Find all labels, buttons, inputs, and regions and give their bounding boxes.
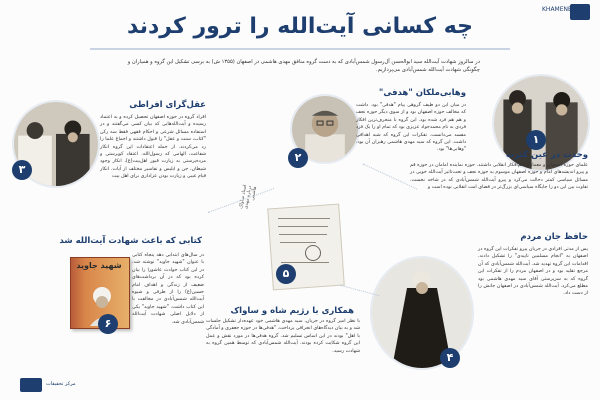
section-2-number: ۲ [288, 148, 308, 168]
doc-stamp [305, 245, 321, 261]
section-5-number: ۵ [276, 264, 296, 284]
section-4-title: حافظ جان مردم [520, 232, 588, 242]
section-1-title: وحدت در عین کثرت [505, 150, 588, 160]
section-5-text: با نظر امیر گروه در جریان، سید مهدی هاشمی خود عهده‌دار تشکیل جلسات شد و به بیان دیدگاه‌های انحرافی پرداخت. "هدفی‌ها در حوزه جعفری و آمادگی با اهل" بودند در این اساس تسلیم شد. گروه هدفی‌ها در مورد نقش و عمل این گروه شکایت کرده بودند. آیت‌الله شمس‌آبادی که توسط همین گروه به شهادت رسید. [206, 319, 360, 354]
doc-line [280, 242, 316, 243]
doc-line [281, 262, 329, 263]
section-1-number: ۱ [526, 130, 546, 150]
book-cover-title: شهید جاوید [76, 261, 122, 270]
doc-line [279, 234, 327, 235]
footer-brand: مرکز تحقیقات [46, 381, 76, 387]
section-5-title: همکاری با رژیم شاه و ساواک [230, 306, 354, 316]
section-3-number: ۳ [12, 160, 32, 180]
section-1-text: علمای حوزه اصفهان و معماران هم‌افکار انقلابی داشتند. حوزه نماینده امامان در حوزه قم و پیرو اندیشه‌های امام و حوزه اصفهان موسوم به حوزه نجف و تحت‌تاثیر آیت‌الله خویی در مسائل سیاسی کمتر دخالت می‌کرد و پیرو آیت‌الله شمس‌آبادی که در شاخه نخست. تفاوت بین این دو را جایگاه سیاسی‌ای بزرگ‌تر در فضای امت انقلابی بوده است و [410, 163, 588, 191]
section-2-title: وهابی‌ملکان "هدفی" [378, 88, 466, 98]
section-4-text: پس از مدتی افرادی در جریان پیرو تفکرات این گروه در اصفهان به "انجام مسلمین تاییدی" را تشکیل دادند. اقدامات این گروه تهدید شد. آیت‌الله شمس‌آبادی که آن مرجع تقلید بود و در اصفهان مردم را از تفکرات این گروه که به سرپرستی آقای سید مهدی هاشمی بود مطلع می‌کرد. آیت‌الله شمس‌آبادی در اصفهان جانش را از دست داد. [478, 247, 588, 297]
intro-paragraph: در سالروز شهادت آیت‌الله سید ابوالحسن آل‌رسول شمس‌آبادی که به دست گروه منافق مهدی هاشمی در اصفهان (۱۳۵۵ ش) به برسی تشکیل این گروه و همیاران و چگونگی شهادت آیت‌الله شمس‌آبادی می‌پردازیم. [127, 59, 480, 73]
title-divider [90, 48, 510, 50]
section-6-text: در سال‌های ابتدایی دهه پنجاه کتابی با عنوان "شهید جاوید" نوشته شد. در این کتاب حوادث عاشورا را بیان کرده بود که در آن برداشت‌های ضعیف از زندگی و اهداف امام حسین(ع) را از طرفی و شیوه آیت‌الله شمس‌آبادی در مخالفت با این کتاب داشت. "شهید جاوید" یکی از دلایل اصلی شهادت آیت‌الله شمس‌آبادی شد. [132, 253, 204, 325]
doc-caption: اسناد ساواک درباره مهدی هاشمی [238, 184, 258, 210]
site-mark: KHAMENEI.IR [542, 6, 582, 13]
doc-line [278, 218, 330, 219]
footer-logo[interactable] [20, 378, 42, 392]
section-4-number: ۴ [440, 348, 460, 368]
doc-line [278, 226, 328, 227]
section-2-text: در میان این دو طیف گروهی پیام "هدفی" بود. داشت که مخالف حوزه اصفهان بود و از سوی دیگر حوزه نجف و هم هم فرد شده بود. این گروه با منحرف‌ترین افکار فردی به نام محمدجواد عزیزی بود که تمام او را یک فرد مفسد می‌دانست. تفکرات این گروه که شبه اهدافی داشت. این گروه که سید مهدی هاشمی رهبران آن بود. "وهابی‌ها" بود. [356, 103, 466, 153]
section-3-title: عقل‌گرای افراطی [129, 100, 206, 110]
page-title: چه کسانی آیت‌الله را ترور کردند [127, 14, 473, 39]
section-6-number: ۶ [98, 314, 118, 334]
section-3-text: افراد گروه در حوزه اصفهان تحصیل کرده و به اعتماد رسیده و آیت‌الله‌هایی که بیان کسی می‌گفتند و در استفاده مسائل شرعی و احکام فقهی فقط سه رکن "کتاب، سنت و عقل" را قبول داشتند و اجماع علما را رد می‌کردند. از جمله اعتقادات این گروه انکار شفاعت، الهامی که رسول‌الله. اعتقاد کوپرستی و مرده‌پرستی به زیارت قبور اهل‌بیت(ع)، انکار وجود شیطان، جن و ابلیس و تفاسیر مختلف از آیات. انکار قیام غیبی و زیارت بودن عزاداری برای اهل بیت [100, 115, 206, 180]
section-6-title: کتابی که باعث شهادت آیت‌الله شد [59, 236, 202, 246]
